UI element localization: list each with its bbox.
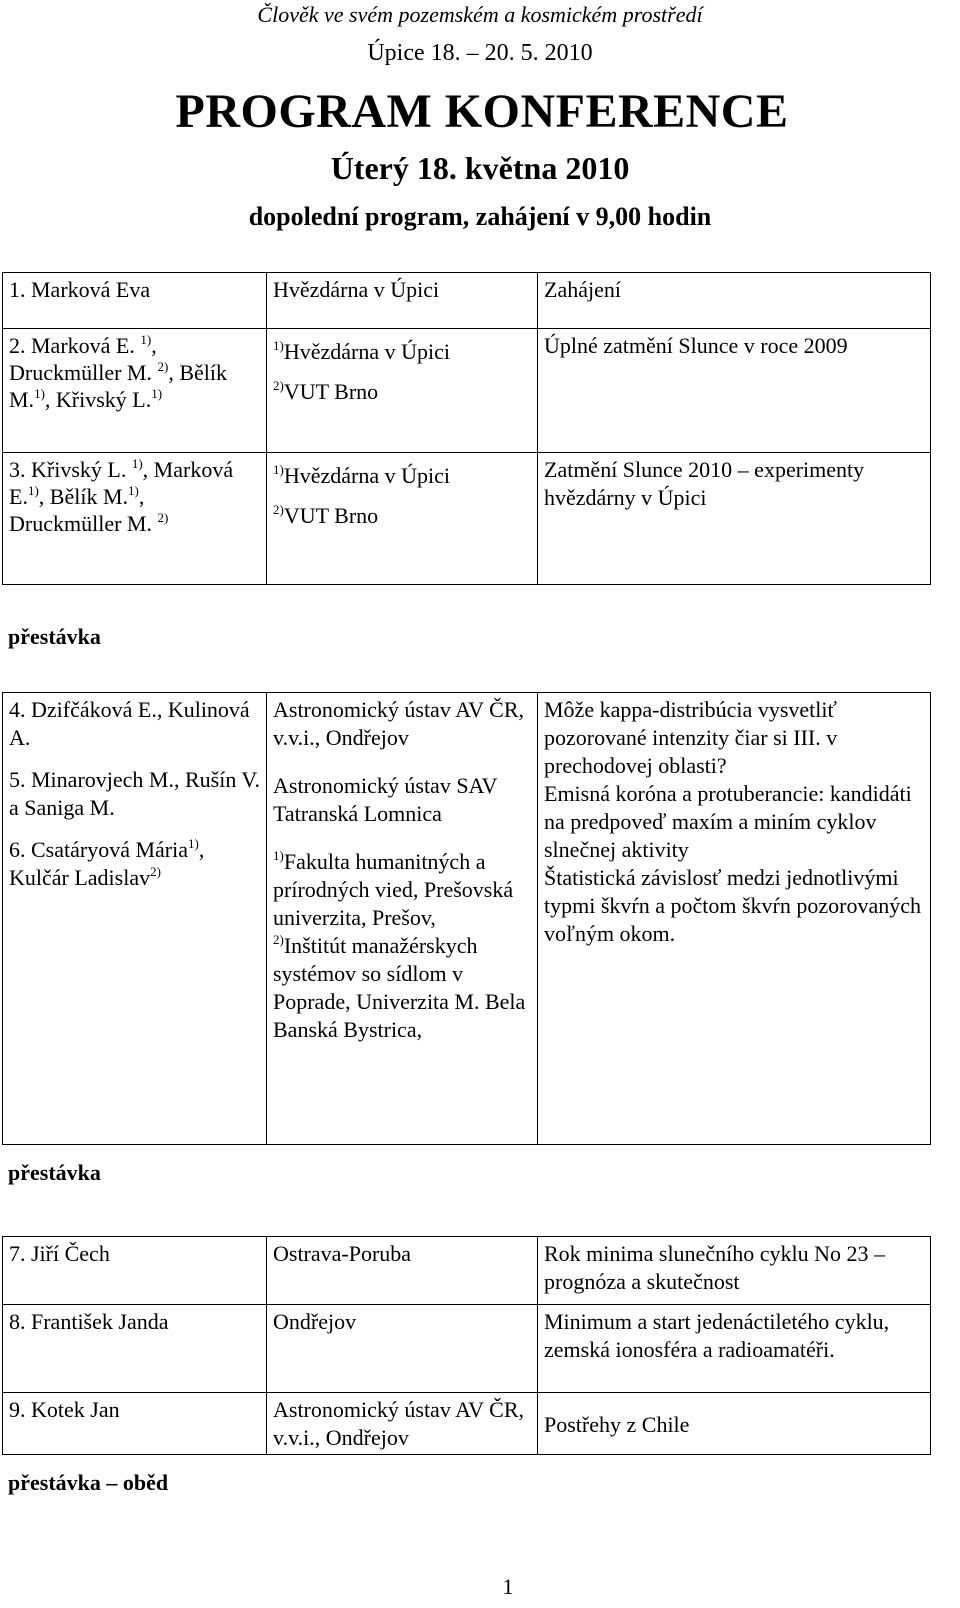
- program-row: [3, 1237, 931, 1305]
- institution-cell: $^{1)}$Hvězdárna v Úpici $^{2)}$VUT Brno: [267, 329, 538, 453]
- page-number: 1: [502, 1574, 514, 1599]
- program-row: [3, 1305, 931, 1393]
- talk-cell: Zahájení: [538, 273, 931, 329]
- institution-cell: $^{1)}$Hvězdárna v Úpici $^{2)}$VUT Brno: [267, 453, 538, 585]
- conference-subtitle: Člověk ve svém pozemském a kosmickém prostředí: [257, 2, 703, 27]
- program-row: [3, 1393, 931, 1455]
- speaker-cell: 3. Křivský L. $^{1)}$, Marková E.$^{1)}$, Bělík M.$^{1)}$, Druckmüller M. $^{2)}$: [3, 453, 267, 585]
- talk-cell: Minimum a start jedenáctiletého cyklu, zemská ionosféra a radioamatéři.: [538, 1305, 931, 1393]
- speaker-cell: 9. Kotek Jan: [3, 1393, 267, 1455]
- institution-cell: Hvězdárna v Úpici: [267, 273, 538, 329]
- speaker-cell: 8. František Janda: [3, 1305, 267, 1393]
- session-heading: dopolední program, zahájení v 9,00 hodin: [248, 202, 712, 231]
- program-table-3: [2, 1236, 931, 1455]
- program-row: [3, 273, 931, 329]
- program-table-1: [2, 272, 931, 585]
- talk-cell: Úplné zatmění Slunce v roce 2009: [538, 329, 931, 453]
- talk-cell: Zatmění Slunce 2010 – experimenty hvězdárny v Úpici: [538, 453, 931, 585]
- speaker-cell: 4. Dzifčáková E., Kulinová A. 5. Minarovjech M., Rušín V. a Saniga M. 6. Csatáryová Mária$^{1)}$, Kulčár Ladislav$^{2)}$: [3, 693, 267, 1145]
- talk-cell: Postřehy z Chile: [538, 1393, 931, 1455]
- break-label: přestávka: [8, 1160, 101, 1185]
- day-heading: Úterý 18. května 2010: [330, 150, 630, 186]
- program-row: [3, 693, 931, 1145]
- break-label: přestávka: [8, 624, 101, 649]
- place-date: Úpice 18. – 20. 5. 2010: [367, 40, 593, 66]
- page-title: PROGRAM KONFERENCE: [175, 85, 789, 138]
- lunch-break-label: přestávka – oběd: [8, 1470, 169, 1495]
- institution-cell: Astronomický ústav AV ČR, v.v.i., Ondřejov Astronomický ústav SAV Tatranská Lomnica $^{1)}$Fakulta humanitných a prírodných vied, Prešovská univerzita, Prešov, $^{2)}$Inštitút manažérskych systémov so sídlom v Poprade, Univerzita M. Bela Banská Bystrica,: [267, 693, 538, 1145]
- institution-cell: Ondřejov: [267, 1305, 538, 1393]
- talk-cell: Rok minima slunečního cyklu No 23 – prognóza a skutečnost: [538, 1237, 931, 1305]
- program-row: [3, 453, 931, 585]
- institution-cell: Astronomický ústav AV ČR, v.v.i., Ondřejov: [267, 1393, 538, 1455]
- program-table-2: [2, 692, 931, 1145]
- institution-cell: Ostrava-Poruba: [267, 1237, 538, 1305]
- speaker-cell: 2. Marková E. $^{1)}$, Druckmüller M. $^{2)}$, Bělík M.$^{1)}$, Křivský L.$^{1)}$: [3, 329, 267, 453]
- speaker-cell: 7. Jiří Čech: [3, 1237, 267, 1305]
- program-row: [3, 329, 931, 453]
- speaker-cell: 1. Marková Eva: [3, 273, 267, 329]
- talk-cell: Môže kappa-distribúcia vysvetliť pozorované intenzity čiar si III. v prechodovej oblasti? Emisná koróna a protuberancie: kandidáti na predpoveď maxím a miním cyklov slnečnej aktivity Štatistická závislosť medzi jednotlivými typmi škvŕn a počtom škvŕn pozorovaných voľným okom.: [538, 693, 931, 1145]
